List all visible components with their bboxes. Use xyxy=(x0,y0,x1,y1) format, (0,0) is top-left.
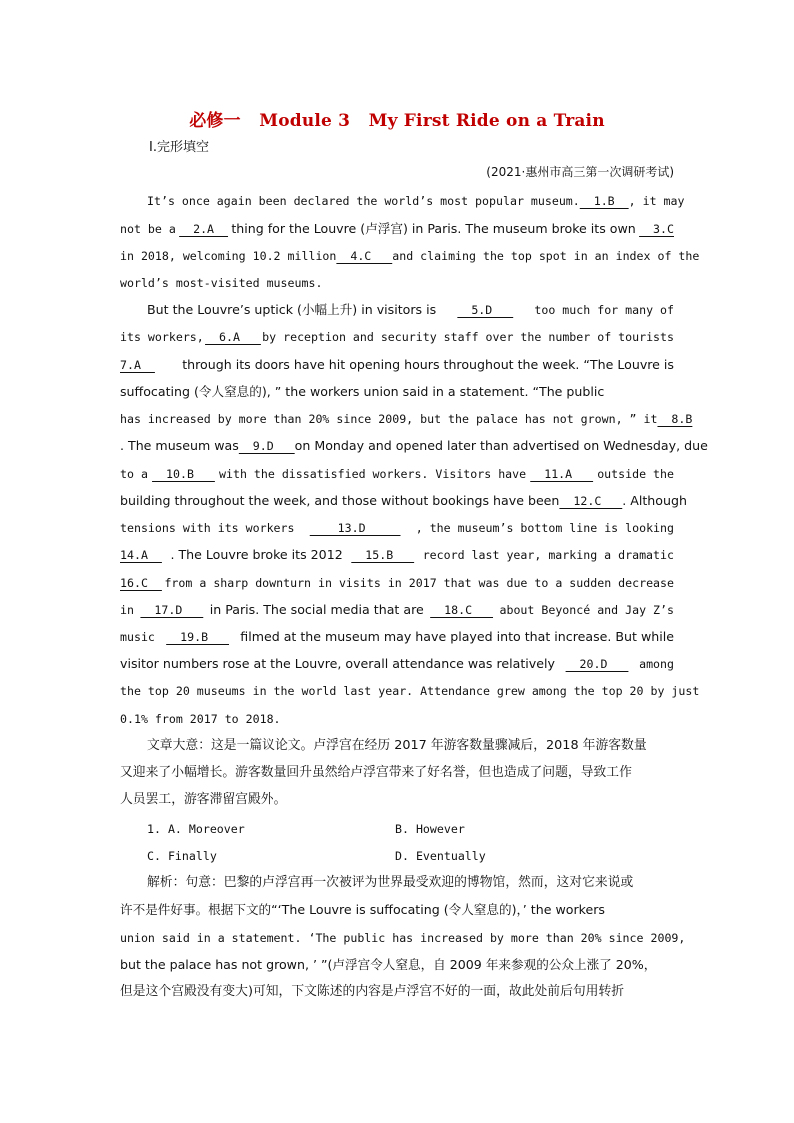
blank-answer: 19.B xyxy=(166,630,229,644)
exam-source: (2021·惠州市高三第一次调研考试) xyxy=(486,165,674,179)
passage-line: suffocating (令人窒息的), ” the workers union said in a statement. “The public xyxy=(120,384,605,399)
blank-answer: 18.C xyxy=(430,603,494,617)
blank-answer: 6.A xyxy=(205,330,261,344)
option-b: B. However xyxy=(395,822,465,836)
passage-line: 7.A through its doors have hit opening hours throughout the week. “The Louvre is xyxy=(120,355,674,375)
blank-answer: 16.C xyxy=(120,576,162,590)
passage-line: building throughout the week, and those without bookings have been 12.C . Although xyxy=(120,491,674,511)
option-d: D. Eventually xyxy=(395,849,486,863)
analysis-line: 但是这个宫殿没有变大)可知，下文陈述的内容是卢浮宫不好的一面，故此处前后句用转折 xyxy=(120,984,625,999)
passage-line: in 2018, welcoming 10.2 million 4.C and claiming the top spot in an index of the xyxy=(120,246,674,266)
blank-answer: 3.C xyxy=(639,222,674,236)
passage-line: . The museum was 9.D on Monday and opened later than advertised on Wednesday, due xyxy=(120,436,674,456)
passage-line: has increased by more than 20% since 2009, but the palace has not grown, ” it 8.B xyxy=(120,409,674,429)
option-a: 1. A. Moreover xyxy=(147,822,245,836)
passage-line: its workers, 6.A by reception and security staff over the number of tourists xyxy=(120,327,674,347)
title-chinese: 必修一 xyxy=(189,111,241,131)
passage-line: 14.A . The Louvre broke its 2012 15.B record last year, marking a dramatic xyxy=(120,545,674,565)
blank-answer: 11.A xyxy=(530,467,594,481)
blank-answer: 4.C xyxy=(336,249,393,263)
blank-answer: 12.C xyxy=(559,494,623,508)
blank-answer: 9.D xyxy=(238,439,295,453)
passage-line: It’s once again been declared the world’s most popular museum. 1.B , it may xyxy=(147,191,674,211)
blank-answer: 7.A xyxy=(120,358,155,372)
blank-answer: 10.B xyxy=(152,467,215,481)
blank-answer: 2.A xyxy=(179,222,229,236)
passage-line: in 17.D in Paris. The social media that are 18.C about Beyoncé and Jay Z’s xyxy=(120,600,674,620)
summary-line: 人员罢工，游客滞留宫殿外。 xyxy=(120,792,287,807)
title-module: Module 3 xyxy=(259,111,351,131)
passage-line: 16.C from a sharp downturn in visits in 2017 that was due to a sudden decrease xyxy=(120,573,674,593)
passage-line: world’s most-visited museums. xyxy=(120,276,323,290)
title-name: My First Ride on a Train xyxy=(368,111,605,131)
blank-answer: 1.B xyxy=(579,194,629,208)
section-heading: Ⅰ.完形填空 xyxy=(149,140,209,155)
blank-answer: 17.D xyxy=(140,603,204,617)
passage-line: music 19.B filmed at the museum may have played into that increase. But while xyxy=(120,627,674,647)
analysis-line: union said in a statement. ‘The public has increased by more than 20% since 2009, xyxy=(120,931,686,945)
passage-line: 0.1% from 2017 to 2018. xyxy=(120,712,281,726)
page-title xyxy=(0,106,794,131)
passage-line: visitor numbers rose at the Louvre, overall attendance was relatively 20.D among xyxy=(120,654,674,674)
analysis-line: 解析：句意：巴黎的卢浮宫再一次被评为世界最受欢迎的博物馆，然而，这对它来说或 xyxy=(147,875,634,890)
passage-line: But the Louvre’s uptick (小幅上升) in visitors is 5.D too much for many of xyxy=(147,300,674,320)
option-c: C. Finally xyxy=(147,849,217,863)
summary-line: 又迎来了小幅增长。游客数量回升虽然给卢浮宫带来了好名誉，但也造成了问题，导致工作 xyxy=(120,765,632,780)
blank-answer: 8.B xyxy=(657,412,693,426)
passage-line: to a 10.B with the dissatisfied workers. Visitors have 11.A outside the xyxy=(120,464,674,484)
passage-line: not be a 2.A thing for the Louvre (卢浮宫) in Paris. The museum broke its own 3.C xyxy=(120,219,674,239)
analysis-line: but the palace has not grown, ’ ”(卢浮宫令人窒息，自 2009 年来参观的公众上涨了 20%， xyxy=(120,957,657,972)
blank-answer: 20.D xyxy=(565,657,629,671)
blank-answer: 13.D xyxy=(309,521,401,535)
passage-line: the top 20 museums in the world last year. Attendance grew among the top 20 by just xyxy=(120,684,700,698)
blank-answer: 15.B xyxy=(351,548,415,562)
summary-line: 文章大意：这是一篇议论文。卢浮宫在经历 2017 年游客数量骤减后，2018 年游客数量 xyxy=(147,738,647,753)
blank-answer: 14.A xyxy=(120,548,162,562)
blank-answer: 5.D xyxy=(457,303,514,317)
analysis-line: 许不是件好事。根据下文的“‘The Louvre is suffocating (令人窒息的)，’ the workers xyxy=(120,902,605,917)
passage-line: tensions with its workers 13.D , the museum’s bottom line is looking xyxy=(120,518,674,538)
